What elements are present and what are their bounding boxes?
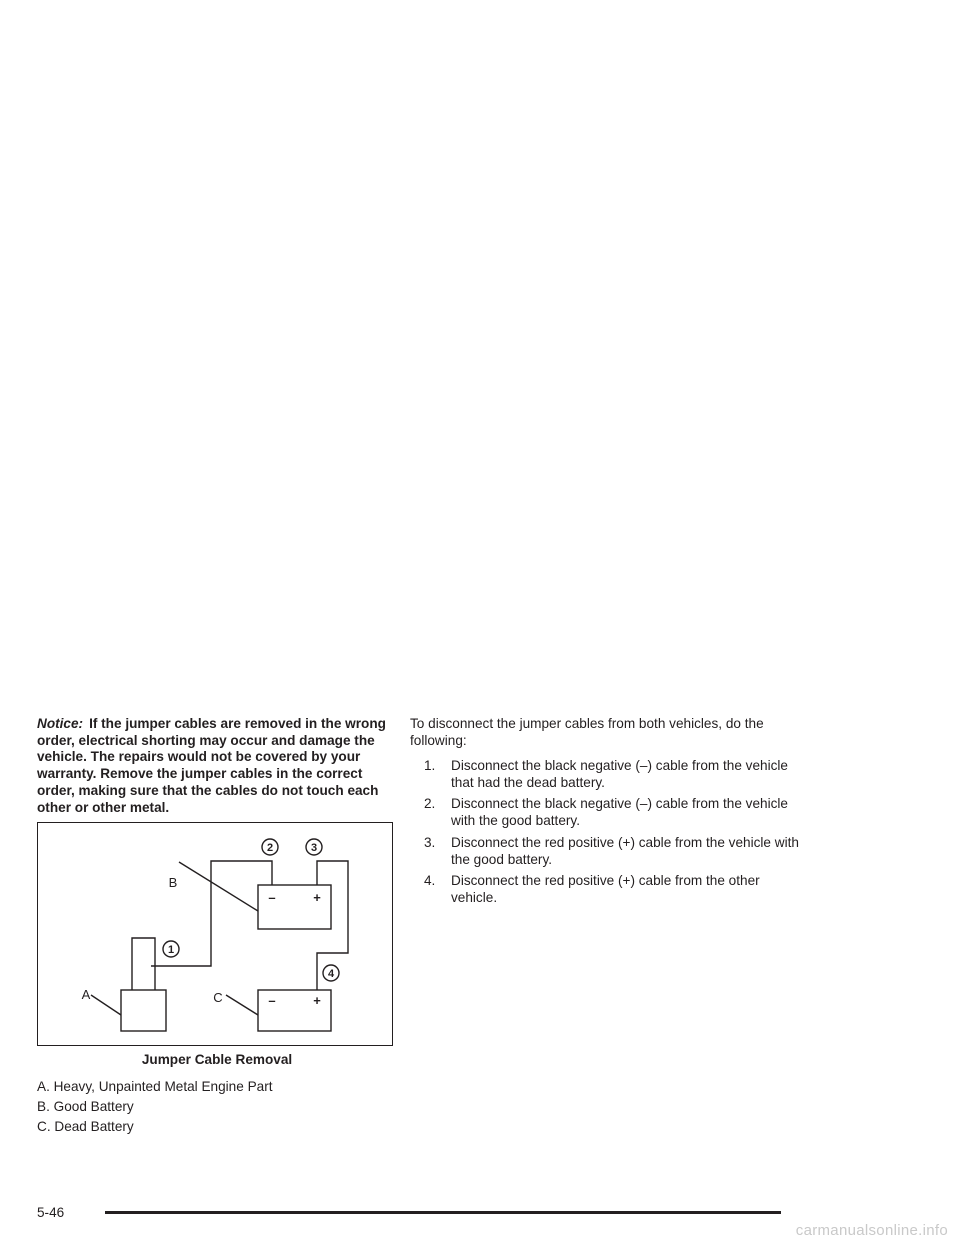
engine-part-block: [121, 990, 166, 1031]
label-a-leader: [91, 995, 121, 1015]
label-b-leader: [179, 862, 258, 911]
label-c: C: [213, 990, 223, 1005]
diagram-svg: [38, 823, 391, 1044]
label-a: A: [81, 987, 91, 1002]
legend-item-b: B. Good Battery: [37, 1099, 134, 1114]
notice-text: If the jumper cables are removed in the wrong order, electrical shorting may occur and damage the vehicle. The repairs would not be covered by your warranty. Remove the jumper cables in the correct order, making sure that the cables do not touch each other or other metal.: [37, 716, 386, 815]
label-c-leader: [226, 995, 258, 1015]
legend-item-a: A. Heavy, Unpainted Metal Engine Part: [37, 1079, 273, 1094]
page-number: 5-46: [37, 1205, 65, 1220]
intro-paragraph: To disconnect the jumper cables from both vehicles, do the following:: [410, 716, 764, 748]
watermark: carmanualsonline.info: [795, 1222, 948, 1239]
notice-paragraph: [37, 716, 397, 816]
step-text: Disconnect the red positive (+) cable from the other vehicle.: [451, 873, 760, 905]
step-3-number: 3: [310, 842, 318, 854]
legend-item-c: C. Dead Battery: [37, 1119, 134, 1134]
step-text: Disconnect the black negative (–) cable from the vehicle with the good battery.: [451, 796, 788, 829]
step-number: 4.: [424, 873, 436, 889]
step-number: 2.: [424, 796, 436, 812]
step-item: [424, 796, 804, 829]
step-number: 1.: [424, 758, 436, 773]
good-battery-negative-sign: –: [268, 890, 276, 905]
engine-post: [132, 938, 155, 990]
notice-label: Notice:: [37, 716, 84, 731]
step-text: Disconnect the red positive (+) cable from the vehicle with the good battery.: [451, 834, 799, 867]
step-1-number: 1: [167, 944, 175, 956]
dead-battery-negative-sign: –: [268, 993, 276, 1008]
good-battery-positive-sign: +: [313, 890, 321, 905]
dead-battery-positive-sign: +: [313, 993, 321, 1008]
step-text: Disconnect the black negative (–) cable from the vehicle that had the dead battery.: [451, 758, 788, 790]
label-b: B: [168, 875, 178, 890]
step-item: [424, 873, 804, 906]
step-2-number: 2: [266, 842, 274, 854]
step-4-number: 4: [327, 968, 335, 980]
footer-rule: [105, 1211, 781, 1214]
step-number: 3.: [424, 834, 436, 850]
jumper-cable-diagram: [37, 822, 393, 1046]
step-item: [424, 835, 804, 868]
disconnect-steps: [424, 758, 804, 912]
figure-legend: [37, 1079, 273, 1139]
figure-caption: Jumper Cable Removal: [141, 1052, 293, 1067]
step-item: [424, 758, 804, 791]
